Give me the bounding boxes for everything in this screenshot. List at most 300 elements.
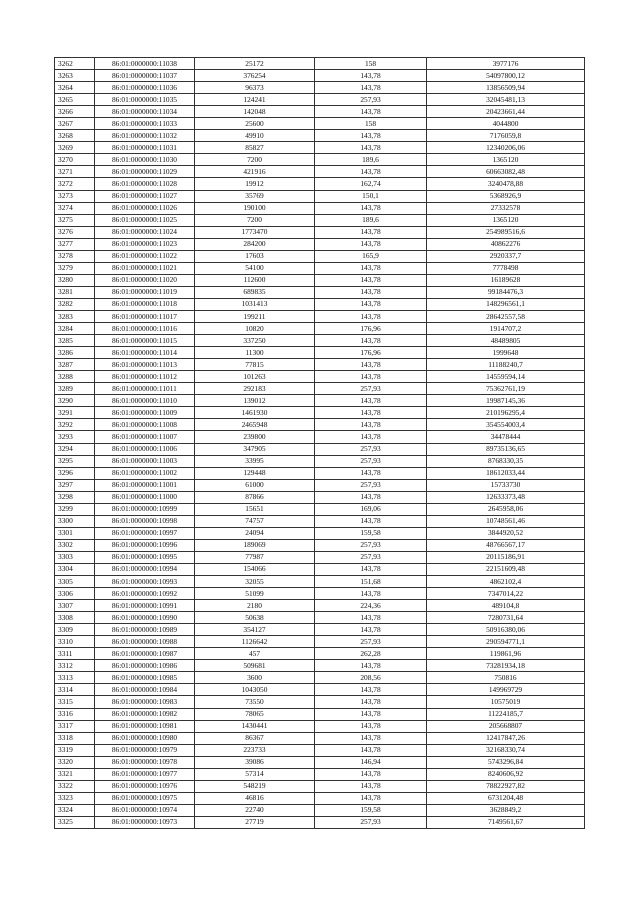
table-row xyxy=(55,262,585,274)
cadastral-value-cell: 19987145,36 xyxy=(427,395,585,407)
area-cell: 2465948 xyxy=(195,419,315,431)
rate-cell: 143,78 xyxy=(315,238,427,250)
rate-cell: 189,6 xyxy=(315,214,427,226)
rate-cell: 143,78 xyxy=(315,491,427,503)
cadastral-number: 86:01:0000000:11038 xyxy=(95,58,195,70)
row-number: 3268 xyxy=(55,130,95,142)
rate-cell: 189,6 xyxy=(315,154,427,166)
row-number: 3322 xyxy=(55,780,95,792)
row-number: 3299 xyxy=(55,503,95,515)
row-number: 3269 xyxy=(55,142,95,154)
row-number: 3308 xyxy=(55,612,95,624)
row-number: 3296 xyxy=(55,467,95,479)
cadastral-number: 86:01:0000000:11022 xyxy=(95,250,195,262)
cadastral-number: 86:01:0000000:11033 xyxy=(95,118,195,130)
area-cell: 284200 xyxy=(195,238,315,250)
row-number: 3284 xyxy=(55,323,95,335)
rate-cell: 143,78 xyxy=(315,82,427,94)
area-cell: 457 xyxy=(195,648,315,660)
rate-cell: 143,78 xyxy=(315,419,427,431)
rate-cell: 143,78 xyxy=(315,166,427,178)
cadastral-number: 86:01:0000000:11006 xyxy=(95,443,195,455)
cadastral-value-cell: 1914707,2 xyxy=(427,323,585,335)
cadastral-number: 86:01:0000000:10989 xyxy=(95,624,195,636)
row-number: 3321 xyxy=(55,768,95,780)
cadastral-number: 86:01:0000000:11021 xyxy=(95,262,195,274)
rate-cell: 165,9 xyxy=(315,250,427,262)
area-cell: 57314 xyxy=(195,768,315,780)
cadastral-number: 86:01:0000000:10976 xyxy=(95,780,195,792)
table-row xyxy=(55,792,585,804)
rate-cell: 150,1 xyxy=(315,190,427,202)
area-cell: 189069 xyxy=(195,539,315,551)
cadastral-number: 86:01:0000000:11037 xyxy=(95,70,195,82)
row-number: 3295 xyxy=(55,455,95,467)
cadastral-value-cell: 12633373,48 xyxy=(427,491,585,503)
cadastral-number: 86:01:0000000:11026 xyxy=(95,202,195,214)
cadastral-number: 86:01:0000000:11002 xyxy=(95,467,195,479)
cadastral-value-cell: 1365120 xyxy=(427,154,585,166)
cadastral-number: 86:01:0000000:11003 xyxy=(95,455,195,467)
cadastral-value-cell: 7280731,64 xyxy=(427,612,585,624)
rate-cell: 143,78 xyxy=(315,744,427,756)
area-cell: 54100 xyxy=(195,262,315,274)
cadastral-number: 86:01:0000000:10998 xyxy=(95,515,195,527)
row-number: 3294 xyxy=(55,443,95,455)
rate-cell: 143,78 xyxy=(315,274,427,286)
rate-cell: 143,78 xyxy=(315,660,427,672)
rate-cell: 257,93 xyxy=(315,94,427,106)
rate-cell: 257,93 xyxy=(315,479,427,491)
area-cell: 87866 xyxy=(195,491,315,503)
cadastral-number: 86:01:0000000:10995 xyxy=(95,551,195,563)
cadastral-value-cell: 20115186,91 xyxy=(427,551,585,563)
rate-cell: 257,93 xyxy=(315,455,427,467)
row-number: 3264 xyxy=(55,82,95,94)
table-row xyxy=(55,70,585,82)
cadastral-value-cell: 60663082,48 xyxy=(427,166,585,178)
cadastral-value-cell: 148296561,1 xyxy=(427,298,585,310)
area-cell: 347905 xyxy=(195,443,315,455)
area-cell: 1031413 xyxy=(195,298,315,310)
cadastral-number: 86:01:0000000:10974 xyxy=(95,804,195,816)
area-cell: 24094 xyxy=(195,527,315,539)
area-cell: 292183 xyxy=(195,383,315,395)
rate-cell: 151,68 xyxy=(315,576,427,588)
table-row xyxy=(55,600,585,612)
cadastral-value-cell: 489104,8 xyxy=(427,600,585,612)
cadastral-number: 86:01:0000000:10978 xyxy=(95,756,195,768)
cadastral-number: 86:01:0000000:10977 xyxy=(95,768,195,780)
cadastral-number: 86:01:0000000:11010 xyxy=(95,395,195,407)
area-cell: 39086 xyxy=(195,756,315,768)
table-row xyxy=(55,395,585,407)
cadastral-number: 86:01:0000000:10997 xyxy=(95,527,195,539)
table-row xyxy=(55,166,585,178)
area-cell: 19912 xyxy=(195,178,315,190)
cadastral-value-cell: 99184476,3 xyxy=(427,286,585,298)
area-cell: 689835 xyxy=(195,286,315,298)
cadastral-value-cell: 28642557,58 xyxy=(427,310,585,322)
row-number: 3319 xyxy=(55,744,95,756)
cadastral-number: 86:01:0000000:10981 xyxy=(95,720,195,732)
table-row xyxy=(55,347,585,359)
table-row xyxy=(55,756,585,768)
table-row xyxy=(55,527,585,539)
table-row xyxy=(55,359,585,371)
row-number: 3302 xyxy=(55,539,95,551)
area-cell: 142048 xyxy=(195,106,315,118)
area-cell: 1773470 xyxy=(195,226,315,238)
row-number: 3274 xyxy=(55,202,95,214)
cadastral-value-cell: 22151609,48 xyxy=(427,563,585,575)
rate-cell: 143,78 xyxy=(315,467,427,479)
cadastral-number: 86:01:0000000:11023 xyxy=(95,238,195,250)
cadastral-number: 86:01:0000000:11008 xyxy=(95,419,195,431)
cadastral-value-cell: 12417847,26 xyxy=(427,732,585,744)
area-cell: 86367 xyxy=(195,732,315,744)
area-cell: 51099 xyxy=(195,588,315,600)
cadastral-value-cell: 50916380,06 xyxy=(427,624,585,636)
row-number: 3323 xyxy=(55,792,95,804)
cadastral-number: 86:01:0000000:11017 xyxy=(95,310,195,322)
cadastral-value-cell: 354554003,4 xyxy=(427,419,585,431)
row-number: 3314 xyxy=(55,684,95,696)
cadastral-value-cell: 5368926,9 xyxy=(427,190,585,202)
area-cell: 154066 xyxy=(195,563,315,575)
cadastral-number: 86:01:0000000:10993 xyxy=(95,576,195,588)
cadastral-number: 86:01:0000000:10991 xyxy=(95,600,195,612)
area-cell: 77987 xyxy=(195,551,315,563)
row-number: 3290 xyxy=(55,395,95,407)
table-row xyxy=(55,648,585,660)
row-number: 3280 xyxy=(55,274,95,286)
area-cell: 61000 xyxy=(195,479,315,491)
table-row xyxy=(55,106,585,118)
cadastral-value-cell: 205668807 xyxy=(427,720,585,732)
rate-cell: 143,78 xyxy=(315,335,427,347)
rate-cell: 158 xyxy=(315,58,427,70)
table-row xyxy=(55,491,585,503)
rate-cell: 143,78 xyxy=(315,612,427,624)
area-cell: 78065 xyxy=(195,708,315,720)
cadastral-number: 86:01:0000000:11029 xyxy=(95,166,195,178)
table-row xyxy=(55,696,585,708)
row-number: 3305 xyxy=(55,576,95,588)
rate-cell: 143,78 xyxy=(315,720,427,732)
area-cell: 239800 xyxy=(195,431,315,443)
rate-cell: 224,36 xyxy=(315,600,427,612)
cadastral-number: 86:01:0000000:10999 xyxy=(95,503,195,515)
table-row xyxy=(55,238,585,250)
cadastral-value-cell: 3628849,2 xyxy=(427,804,585,816)
row-number: 3312 xyxy=(55,660,95,672)
row-number: 3306 xyxy=(55,588,95,600)
rate-cell: 176,96 xyxy=(315,323,427,335)
table-row xyxy=(55,371,585,383)
row-number: 3265 xyxy=(55,94,95,106)
cadastral-number: 86:01:0000000:11016 xyxy=(95,323,195,335)
row-number: 3311 xyxy=(55,648,95,660)
table-row xyxy=(55,660,585,672)
cadastral-value-cell: 2920337,7 xyxy=(427,250,585,262)
row-number: 3263 xyxy=(55,70,95,82)
area-cell: 1126642 xyxy=(195,636,315,648)
rate-cell: 143,78 xyxy=(315,792,427,804)
rate-cell: 143,78 xyxy=(315,130,427,142)
cadastral-number: 86:01:0000000:10983 xyxy=(95,696,195,708)
cadastral-value-cell: 1365120 xyxy=(427,214,585,226)
area-cell: 35769 xyxy=(195,190,315,202)
cadastral-value-cell: 3240478,88 xyxy=(427,178,585,190)
row-number: 3273 xyxy=(55,190,95,202)
table-row xyxy=(55,190,585,202)
rate-cell: 143,78 xyxy=(315,202,427,214)
table-row xyxy=(55,142,585,154)
area-cell: 376254 xyxy=(195,70,315,82)
cadastral-value-cell: 7778498 xyxy=(427,262,585,274)
rate-cell: 176,96 xyxy=(315,347,427,359)
row-number: 3285 xyxy=(55,335,95,347)
table-row xyxy=(55,419,585,431)
rate-cell: 143,78 xyxy=(315,262,427,274)
table-row xyxy=(55,274,585,286)
cadastral-number: 86:01:0000000:11015 xyxy=(95,335,195,347)
table-row xyxy=(55,407,585,419)
cadastral-number: 86:01:0000000:11028 xyxy=(95,178,195,190)
row-number: 3281 xyxy=(55,286,95,298)
cadastral-value-cell: 8768330,35 xyxy=(427,455,585,467)
row-number: 3271 xyxy=(55,166,95,178)
table-row xyxy=(55,624,585,636)
table-row xyxy=(55,455,585,467)
cadastral-number: 86:01:0000000:11011 xyxy=(95,383,195,395)
table-row xyxy=(55,636,585,648)
cadastral-value-cell: 5743296,84 xyxy=(427,756,585,768)
cadastral-number: 86:01:0000000:10985 xyxy=(95,672,195,684)
table-row xyxy=(55,768,585,780)
cadastral-value-cell: 7347014,22 xyxy=(427,588,585,600)
cadastral-number: 86:01:0000000:11024 xyxy=(95,226,195,238)
row-number: 3307 xyxy=(55,600,95,612)
rate-cell: 143,78 xyxy=(315,732,427,744)
row-number: 3310 xyxy=(55,636,95,648)
cadastral-number: 86:01:0000000:10980 xyxy=(95,732,195,744)
area-cell: 85827 xyxy=(195,142,315,154)
rate-cell: 143,78 xyxy=(315,588,427,600)
cadastral-number: 86:01:0000000:10992 xyxy=(95,588,195,600)
cadastral-value-cell: 16189628 xyxy=(427,274,585,286)
rate-cell: 143,78 xyxy=(315,226,427,238)
area-cell: 223733 xyxy=(195,744,315,756)
row-number: 3317 xyxy=(55,720,95,732)
cadastral-value-cell: 11224185,7 xyxy=(427,708,585,720)
table-row xyxy=(55,816,585,828)
cadastral-number: 86:01:0000000:10988 xyxy=(95,636,195,648)
cadastral-value-cell: 10748561,46 xyxy=(427,515,585,527)
cadastral-number: 86:01:0000000:11032 xyxy=(95,130,195,142)
cadastral-value-cell: 32168330,74 xyxy=(427,744,585,756)
cadastral-number: 86:01:0000000:11030 xyxy=(95,154,195,166)
rate-cell: 159,58 xyxy=(315,527,427,539)
cadastral-number: 86:01:0000000:11009 xyxy=(95,407,195,419)
cadastral-number: 86:01:0000000:10994 xyxy=(95,563,195,575)
rate-cell: 257,93 xyxy=(315,539,427,551)
area-cell: 199211 xyxy=(195,310,315,322)
cadastral-value-cell: 119861,96 xyxy=(427,648,585,660)
rate-cell: 208,56 xyxy=(315,672,427,684)
area-cell: 25172 xyxy=(195,58,315,70)
row-number: 3279 xyxy=(55,262,95,274)
cadastral-value-cell: 75362761,19 xyxy=(427,383,585,395)
row-number: 3300 xyxy=(55,515,95,527)
cadastral-value-cell: 4044800 xyxy=(427,118,585,130)
cadastral-value-cell: 14559594,14 xyxy=(427,371,585,383)
row-number: 3316 xyxy=(55,708,95,720)
row-number: 3275 xyxy=(55,214,95,226)
rate-cell: 143,78 xyxy=(315,395,427,407)
row-number: 3272 xyxy=(55,178,95,190)
cadastral-number: 86:01:0000000:11014 xyxy=(95,347,195,359)
cadastral-number: 86:01:0000000:10973 xyxy=(95,816,195,828)
area-cell: 190100 xyxy=(195,202,315,214)
area-cell: 74757 xyxy=(195,515,315,527)
area-cell: 101263 xyxy=(195,371,315,383)
cadastral-number: 86:01:0000000:11025 xyxy=(95,214,195,226)
row-number: 3301 xyxy=(55,527,95,539)
row-number: 3289 xyxy=(55,383,95,395)
cadastral-value-cell: 210196295,4 xyxy=(427,407,585,419)
table-row xyxy=(55,130,585,142)
cadastral-value-cell: 89735136,65 xyxy=(427,443,585,455)
rate-cell: 158 xyxy=(315,118,427,130)
row-number: 3297 xyxy=(55,479,95,491)
row-number: 3267 xyxy=(55,118,95,130)
area-cell: 17603 xyxy=(195,250,315,262)
rate-cell: 143,78 xyxy=(315,359,427,371)
row-number: 3277 xyxy=(55,238,95,250)
cadastral-number: 86:01:0000000:11000 xyxy=(95,491,195,503)
table-row xyxy=(55,323,585,335)
cadastral-number: 86:01:0000000:11036 xyxy=(95,82,195,94)
row-number: 3286 xyxy=(55,347,95,359)
area-cell: 50638 xyxy=(195,612,315,624)
cadastral-value-cell: 15733730 xyxy=(427,479,585,491)
table-row xyxy=(55,94,585,106)
table-row xyxy=(55,804,585,816)
row-number: 3324 xyxy=(55,804,95,816)
cadastral-value-cell: 254989516,6 xyxy=(427,226,585,238)
row-number: 3298 xyxy=(55,491,95,503)
area-cell: 139012 xyxy=(195,395,315,407)
area-cell: 49910 xyxy=(195,130,315,142)
table-row xyxy=(55,744,585,756)
table-row xyxy=(55,154,585,166)
table-row xyxy=(55,539,585,551)
cadastral-value-cell: 27332578 xyxy=(427,202,585,214)
cadastral-number: 86:01:0000000:10996 xyxy=(95,539,195,551)
row-number: 3283 xyxy=(55,310,95,322)
table-row xyxy=(55,431,585,443)
cadastral-value-cell: 2645958,06 xyxy=(427,503,585,515)
table-row xyxy=(55,82,585,94)
cadastral-value-cell: 290594771,1 xyxy=(427,636,585,648)
rate-cell: 143,78 xyxy=(315,708,427,720)
cadastral-number: 86:01:0000000:11001 xyxy=(95,479,195,491)
cadastral-number: 86:01:0000000:10986 xyxy=(95,660,195,672)
table-row xyxy=(55,202,585,214)
area-cell: 337250 xyxy=(195,335,315,347)
rate-cell: 257,93 xyxy=(315,816,427,828)
table-row xyxy=(55,576,585,588)
area-cell: 112600 xyxy=(195,274,315,286)
rate-cell: 143,78 xyxy=(315,142,427,154)
cadastral-value-cell: 7176059,8 xyxy=(427,130,585,142)
table-body xyxy=(55,58,585,829)
cadastral-value-cell: 48489805 xyxy=(427,335,585,347)
cadastral-number: 86:01:0000000:11034 xyxy=(95,106,195,118)
cadastral-value-cell: 3977176 xyxy=(427,58,585,70)
table-row xyxy=(55,178,585,190)
rate-cell: 146,94 xyxy=(315,756,427,768)
rate-cell: 143,78 xyxy=(315,70,427,82)
row-number: 3304 xyxy=(55,563,95,575)
area-cell: 548219 xyxy=(195,780,315,792)
table-row xyxy=(55,298,585,310)
area-cell: 1043050 xyxy=(195,684,315,696)
table-row xyxy=(55,443,585,455)
cadastral-value-cell: 13856509,94 xyxy=(427,82,585,94)
cadastral-value-cell: 40862276 xyxy=(427,238,585,250)
row-number: 3287 xyxy=(55,359,95,371)
cadastral-value-cell: 1999648 xyxy=(427,347,585,359)
row-number: 3276 xyxy=(55,226,95,238)
cadastral-number: 86:01:0000000:10975 xyxy=(95,792,195,804)
rate-cell: 169,06 xyxy=(315,503,427,515)
cadastral-number: 86:01:0000000:10984 xyxy=(95,684,195,696)
area-cell: 3600 xyxy=(195,672,315,684)
row-number: 3303 xyxy=(55,551,95,563)
cadastral-number: 86:01:0000000:11019 xyxy=(95,286,195,298)
cadastral-number: 86:01:0000000:11027 xyxy=(95,190,195,202)
row-number: 3282 xyxy=(55,298,95,310)
cadastral-value-cell: 149969729 xyxy=(427,684,585,696)
table-row xyxy=(55,214,585,226)
table-row xyxy=(55,612,585,624)
area-cell: 1430441 xyxy=(195,720,315,732)
table-row xyxy=(55,708,585,720)
table-row xyxy=(55,563,585,575)
rate-cell: 143,78 xyxy=(315,696,427,708)
area-cell: 7200 xyxy=(195,214,315,226)
table-row xyxy=(55,335,585,347)
rate-cell: 143,78 xyxy=(315,768,427,780)
cadastral-value-cell: 78822927,82 xyxy=(427,780,585,792)
area-cell: 129448 xyxy=(195,467,315,479)
rate-cell: 143,78 xyxy=(315,371,427,383)
table-row xyxy=(55,310,585,322)
rate-cell: 143,78 xyxy=(315,624,427,636)
area-cell: 33995 xyxy=(195,455,315,467)
rate-cell: 257,93 xyxy=(315,551,427,563)
table-row xyxy=(55,467,585,479)
row-number: 3325 xyxy=(55,816,95,828)
cadastral-value-cell: 20423661,44 xyxy=(427,106,585,118)
table-row xyxy=(55,515,585,527)
rate-cell: 143,78 xyxy=(315,684,427,696)
cadastral-value-cell: 48766567,17 xyxy=(427,539,585,551)
cadastral-value-cell: 4862102,4 xyxy=(427,576,585,588)
